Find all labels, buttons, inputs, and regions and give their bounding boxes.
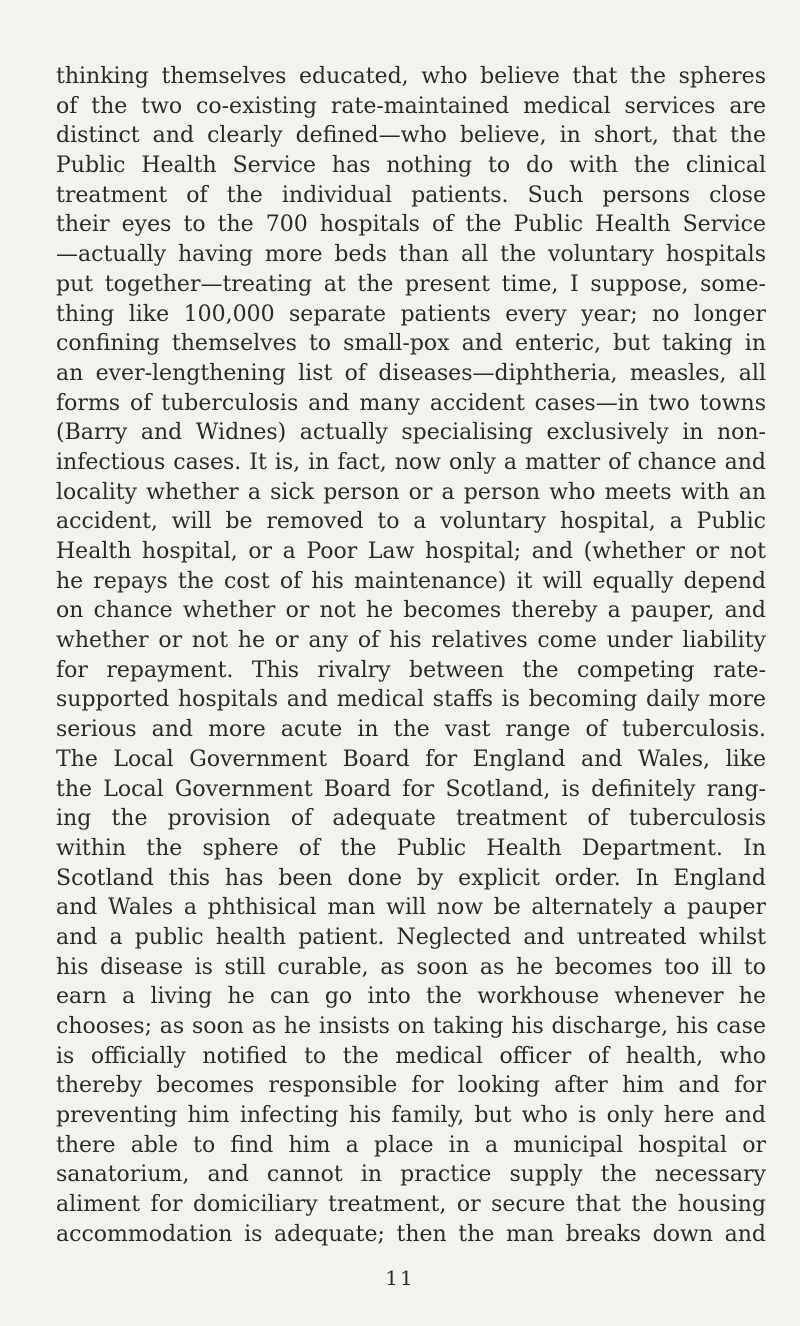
text-line: forms of tuberculosis and many accident cases—in two towns	[56, 390, 766, 416]
text-line: and a public health patient. Neglected and untreated whilst	[56, 924, 766, 950]
text-line: within the sphere of the Public Health Department. In	[56, 835, 766, 861]
text-line: The Local Government Board for England and Wales, like	[56, 746, 766, 772]
text-line: thing like 100,000 separate patients every year; no longer	[56, 301, 766, 327]
text-line: the Local Government Board for Scotland, is definitely rang-	[56, 776, 766, 802]
text-line: chooses; as soon as he insists on taking his discharge, his case	[56, 1014, 766, 1039]
text-line: their eyes to the 700 hospitals of the Public Health Service	[56, 212, 766, 238]
text-line: infectious cases. It is, in fact, now only a matter of chance and	[56, 449, 766, 475]
text-line: aliment for domiciliary treatment, or secure that the housing	[56, 1192, 766, 1218]
text-line: preventing him infecting his family, but who is only here and	[56, 1103, 766, 1129]
text-line: Public Health Service has nothing to do with the clinical	[56, 153, 766, 179]
text-line: sanatorium, and cannot in practice supply the necessary	[56, 1162, 766, 1188]
text-line: distinct and clearly defined—who believe, in short, that the	[56, 123, 766, 149]
text-line: Health hospital, or a Poor Law hospital; and (whether or not	[56, 539, 766, 564]
text-line: of the two co-existing rate-maintained medical services are	[56, 93, 766, 119]
text-line: put together—treating at the present time, I suppose, some-	[56, 271, 766, 297]
text-line: (Barry and Widnes) actually specialising exclusively in non-	[56, 420, 766, 446]
text-line: Scotland this has been done by explicit order. In England	[56, 865, 766, 891]
text-line: is officially notified to the medical officer of health, who	[56, 1043, 766, 1069]
text-line: his disease is still curable, as soon as he becomes too ill to	[56, 954, 766, 980]
text-line: earn a living he can go into the workhouse whenever he	[56, 984, 766, 1010]
text-line: —actually having more beds than all the voluntary hospitals	[56, 242, 766, 268]
text-line: thinking themselves educated, who believe that the spheres	[56, 64, 766, 89]
text-line: accommodation is adequate; then the man breaks down and	[56, 1221, 766, 1247]
text-line: ing the provision of adequate treatment of tuberculosis	[56, 806, 766, 832]
text-line: serious and more acute in the vast range of tuberculosis.	[56, 717, 766, 743]
text-line: for repayment. This rivalry between the competing rate-	[56, 657, 766, 683]
text-line: whether or not he or any of his relatives come under liability	[56, 628, 766, 654]
text-line: treatment of the individual patients. Such persons close	[56, 182, 766, 208]
text-line: thereby becomes responsible for looking after him and for	[56, 1073, 766, 1099]
text-line: locality whether a sick person or a person who meets with an	[56, 479, 766, 505]
page-number: 11	[385, 1266, 415, 1290]
text-line: and Wales a phthisical man will now be alternately a pauper	[56, 895, 766, 921]
body-text	[56, 62, 766, 1250]
text-line: confining themselves to small-pox and enteric, but taking in	[56, 331, 766, 357]
text-line: supported hospitals and medical staffs is becoming daily more	[56, 687, 766, 713]
text-line: he repays the cost of his maintenance) it will equally depend	[56, 568, 766, 594]
text-line: there able to find him a place in a municipal hospital or	[56, 1132, 766, 1158]
text-line: an ever-lengthening list of diseases—diphtheria, measles, all	[56, 360, 766, 386]
text-line: accident, will be removed to a voluntary hospital, a Public	[56, 509, 766, 535]
text-line: on chance whether or not he becomes thereby a pauper, and	[56, 598, 766, 624]
